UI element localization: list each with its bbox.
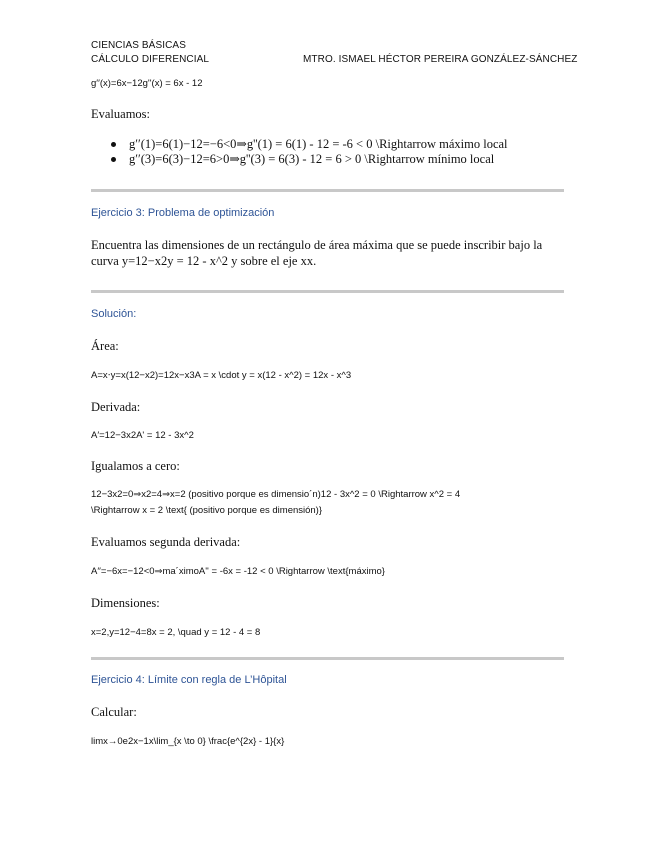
header-course: CÁLCULO DIFERENCIAL <box>91 54 210 65</box>
derivative-label: Derivada: <box>91 400 141 414</box>
dimensions-formula: x=2,y=12−4=8x = 2, \quad y = 12 - 4 = 8 <box>91 627 261 638</box>
evaluate-label: Evaluamos: <box>91 107 151 121</box>
calculate-label: Calcular: <box>91 705 137 719</box>
derivative-formula: A′=12−3x2A' = 12 - 3x^2 <box>91 430 194 441</box>
list-item-text: g′′(1)=6(1)−12=−6<0⇒g''(1) = 6(1) - 12 = -6 < 0 \Rightarrow máximo local <box>129 137 508 151</box>
limit-formula: lim⁡x→0e2x−1x\lim_{x \to 0} \frac{e^{2x} - 1}{x} <box>91 736 285 747</box>
zero-formula-line2: \Rightarrow x = 2 \text{ (positivo porque es dimensión)} <box>91 505 323 516</box>
exercise3-statement-line2: curva y=12−x2y = 12 - x^2 y sobre el eje xx. <box>91 254 317 268</box>
exercise3-statement-line1: Encuentra las dimensiones de un rectángulo de área máxima que se puede inscribir bajo la <box>91 238 543 252</box>
list-item <box>91 137 508 152</box>
section-divider <box>91 657 564 660</box>
bullet-icon <box>111 142 116 147</box>
exercise4-title: Ejercicio 4: Límite con regla de L’Hôpital <box>91 674 287 686</box>
exercise3-title: Ejercicio 3: Problema de optimización <box>91 207 275 219</box>
second-derivative-label: Evaluamos segunda derivada: <box>91 535 241 549</box>
zero-label: Igualamos a cero: <box>91 459 180 473</box>
evaluation-list <box>91 137 508 167</box>
section-divider <box>91 189 564 192</box>
header-subject: CIENCIAS BÁSICAS <box>91 40 186 51</box>
header-teacher: MTRO. ISMAEL HÉCTOR PEREIRA GONZÁLEZ-SÁNCHEZ <box>303 54 578 65</box>
list-item-text: g′′(3)=6(3)−12=6>0⇒g''(3) = 6(3) - 12 = 6 > 0 \Rightarrow mínimo local <box>129 152 495 166</box>
zero-formula-line1: 12−3x2=0⇒x2=4⇒x=2 (positivo porque es dimensio´n)12 - 3x^2 = 0 \Rightarrow x^2 = 4 <box>91 489 461 500</box>
solution-title: Solución: <box>91 308 137 320</box>
list-item <box>91 152 508 167</box>
section-divider <box>91 290 564 293</box>
second-derivative-result: A′′=−6x=−12<0⇒ma´ximoA'' = -6x = -12 < 0 \Rightarrow \text{máximo} <box>91 566 385 577</box>
dimensions-label: Dimensiones: <box>91 596 160 610</box>
second-derivative-formula: g′′(x)=6x−12g''(x) = 6x - 12 <box>91 78 203 89</box>
area-label: Área: <box>91 339 119 353</box>
bullet-icon <box>111 157 116 162</box>
area-formula: A=x⋅y=x(12−x2)=12x−x3A = x \cdot y = x(12 - x^2) = 12x - x^3 <box>91 370 352 381</box>
